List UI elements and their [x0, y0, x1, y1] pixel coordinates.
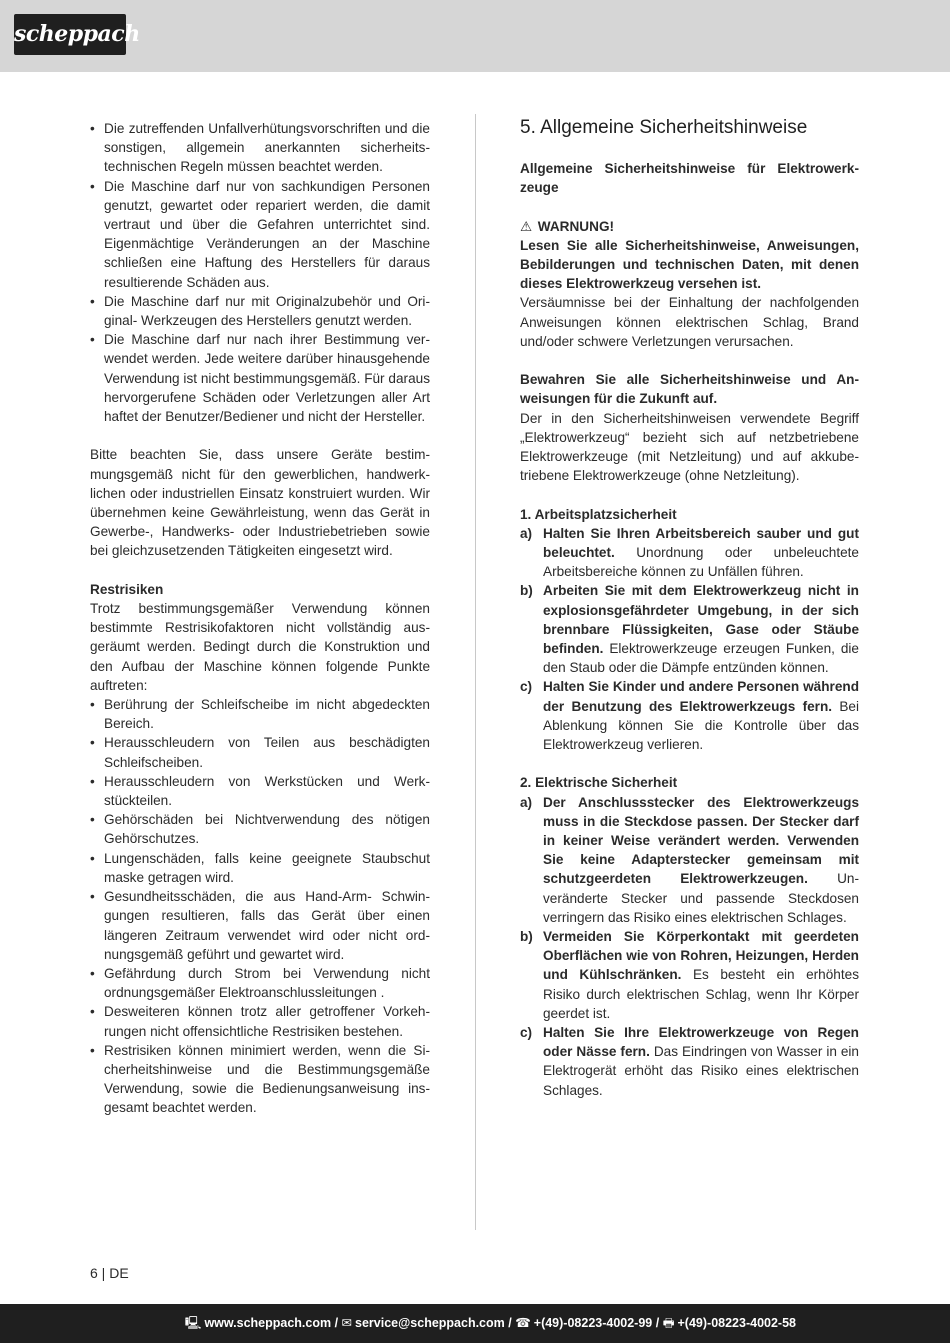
item-label: b) [520, 583, 533, 599]
item-text: Elektrowerkzeuge erzeugen Funken, die den Staub oder die Dämpfe entzünden können. [543, 641, 859, 676]
list-item: • Berührung der Schleifscheibe im nicht abgedeckten Bereich. [90, 695, 430, 733]
item-label: a) [520, 525, 533, 541]
list-item [520, 1023, 859, 1100]
section-title: 5. Allgemeine Sicherheitshinweise [520, 117, 808, 138]
item-bold-text: Halten Sie Ihre Elektrowerkzeuge von Regen oder Nässe fern. [543, 1025, 859, 1060]
list-item: • Desweiteren können trotz aller getroffener Vorkehrungen nicht offensichtliche Restrisiken bestehen. [90, 1002, 430, 1040]
list-item: • Herausschleudern von Werkstücken und Werkstückteilen. [90, 772, 430, 810]
list-item [520, 793, 859, 927]
warning-triangle-icon: ⚠ [520, 218, 533, 234]
brand-logo: scheppach [14, 14, 126, 55]
list-item: • Die Maschine darf nur mit Originalzubehör und Original- Werkzeugen des Herstellers genutzt werden. [90, 292, 430, 330]
item-text: Es besteht ein erhöhtes Risiko durch elektrischen Schlag, wenn Ihr Körper geerdet ist. [543, 967, 860, 1021]
list-item [520, 581, 859, 677]
item-bold-text: Vermeiden Sie Körperkontakt mit geerdeten Oberflächen wie von Rohren, Heizungen, Herden und Kühlschränken. [543, 929, 859, 983]
item-bold-text: Halten Sie Kinder und andere Personen während der Benutzung des Elektrowerkzeugs fern. [543, 679, 859, 714]
phone-number: +(49)-08223-4002-99 [533, 1316, 653, 1330]
fax-icon: 🖶 [662, 1316, 675, 1330]
keep-instructions-bold: Bewahren Sie alle Sicherheitshinweise und Anweisungen für die Zukunft auf. [520, 372, 859, 407]
electrical-safety-list [520, 793, 859, 1100]
page-number-value: 6 [90, 1265, 98, 1281]
item-bold-text: Der Anschlussstecker des Elektrowerkzeugs muss in die Steckdose passen. Der Stecker darf in keiner Weise verändert werden. Verwenden Sie keine Adapterstecker gemeinsam mit schutzgeerdeten Elektrowerkzeugen. [543, 794, 859, 887]
workplace-safety-list [520, 524, 859, 754]
list-item: • Lungenschäden, falls keine geeignete Staubschut maske getragen wird. [90, 849, 430, 887]
phone-icon: ☎ [515, 1316, 531, 1330]
restrisiken-heading: Restrisiken [90, 581, 164, 597]
list-item: • Die Maschine darf nur von sachkundigen Personen genutzt, gewartet oder repariert werden, die damit vertraut und über die Gefahren unterrichtet sind. Eigenmächtige Veränderungen an der Maschine schließen eine Haftung des Herstellers für daraus resultierende Schäden aus. [90, 177, 430, 292]
right-column [520, 119, 859, 1100]
page-number: 6 | DE [90, 1265, 129, 1281]
list-item [520, 927, 859, 1023]
restrisiken-list [90, 695, 430, 1117]
list-item [520, 677, 859, 754]
envelope-icon: ✉ [341, 1316, 352, 1330]
item-text: Unordnung oder unbeleuchtete Arbeitsbereiche können zu Unfällen führen. [543, 545, 859, 580]
monitor-icon: 🖳 [184, 1316, 202, 1330]
item-text: Bei Ablenkung können Sie die Kontrolle über das Elektrowerkzeug verlieren. [543, 698, 859, 753]
item-text: Unveränderte Stecker und passende Steckdosen verringern das Risiko eines elektrischen Schlages. [543, 871, 859, 925]
list-item: • Die zutreffenden Unfallverhütungsvorschriften und die sonstigen, allgemein anerkannten sicherheitstechnischen Regeln müssen beachtet werden. [90, 119, 430, 177]
item-bold-text: Halten Sie Ihren Arbeitsbereich sauber und gut beleuchtet. [543, 525, 859, 561]
item-text: Das Eindringen von Wasser in ein Elektrogerät erhöht das Risiko eines elektrischen Schlages. [543, 1044, 859, 1098]
item-bold-text: Arbeiten Sie mit dem Elektrowerkzeug nicht in explosionsgefährdeter Umgebung, in der sich brennbare Flüssigkeiten, Gase oder Stäube befinden. [543, 583, 859, 657]
list-item: • Restrisiken können minimiert werden, wenn die Sicherheitshinweise und die Bestimmungsgemäße Verwendung, sowie die Bedienungsanweisung insgesamt beachtet werden. [90, 1041, 430, 1118]
contact-bar: 🖳 www.scheppach.com / ✉ service@scheppach.com / ☎ +(49)-08223-4002-99 / 🖶 +(49)-08223-4002-58 [0, 1304, 950, 1343]
warning-label: WARNUNG! [537, 218, 615, 234]
item-label: b) [520, 929, 533, 945]
list-item [520, 524, 859, 582]
item-label: c) [520, 1025, 533, 1041]
section-subtitle: Allgemeine Sicherheitshinweise für Elektrowerkzeuge [520, 161, 859, 196]
keep-instructions-text: Der in den Sicherheitshinweisen verwendete Begriff „Elektrowerkzeug“ bezieht sich auf netzbetriebene Elektrowerkzeuge (mit Netzleitung) und auf akkubetriebene Elektrowerkzeuge (ohne Netzleitung). [520, 410, 859, 484]
fax-number: +(49)-08223-4002-58 [677, 1316, 796, 1330]
left-column [90, 119, 430, 1118]
email-link[interactable]: service@scheppach.com [355, 1316, 505, 1330]
list-item: • Herausschleudern von Teilen aus beschädigten Schleifscheiben. [90, 733, 430, 771]
intro-bullet-list [90, 119, 430, 426]
electrical-safety-heading: 2. Elektrische Sicherheit [520, 775, 678, 791]
warning-heading [520, 217, 859, 236]
column-divider [475, 114, 476, 1230]
usage-paragraph: Bitte beachten Sie, dass unsere Geräte bestimmungsgemäß nicht für den gewerblichen, handwerklichen oder industriellen Einsatz konstruiert wurden. Wir übernehmen keine Gewährleistung, wenn das Gerät in Gewerbe-, Handwerks- oder Industriebetrieben sowie bei gleichzusetzenden Tätigkeiten eingesetzt wird. [90, 447, 430, 559]
list-item: • Gefährdung durch Strom bei Verwendung nicht ordnungsgemäßer Elektroanschlussleitungen . [90, 964, 430, 1002]
language-code: DE [109, 1265, 129, 1281]
list-item: • Gehörschäden bei Nichtverwendung des nötigen Gehörschutzes. [90, 810, 430, 848]
list-item: • Die Maschine darf nur nach ihrer Bestimmung verwendet werden. Jede weitere darüber hinausgehende Verwendung ist nicht bestimmungsgemäß. Für daraus hervorgerufene Schäden oder Verletzungen aller Art haftet der Benutzer/Bediener und nicht der Hersteller. [90, 330, 430, 426]
item-label: c) [520, 679, 533, 695]
warning-bold-text: Lesen Sie alle Sicherheitshinweise, Anweisungen, Bebilderungen und technischen Daten, mit denen dieses Elektrowerkzeug versehen ist. [520, 237, 859, 292]
list-item: • Gesundheitsschäden, die aus Hand-Arm- Schwingungen resultieren, falls das Gerät über einen längeren Zeitraum verwendet wird oder nicht ordnungsgemäß geführt und gewartet wird. [90, 887, 430, 964]
warning-text: Versäumnisse bei der Einhaltung der nachfolgenden Anweisungen können elektrischen Schlag, Brand und/oder schwere Verletzungen verursachen. [520, 295, 859, 349]
header-bar [0, 0, 950, 72]
website-link[interactable]: www.scheppach.com [204, 1316, 332, 1330]
restrisiken-intro: Trotz bestimmungsgemäßer Verwendung können bestimmte Restrisikofaktoren nicht vollständig ausgeräumt werden. Bedingt durch die Konstruktion und den Aufbau der Maschine können folgende Punkte auftreten: [90, 601, 430, 693]
item-label: a) [520, 794, 533, 810]
workplace-safety-heading: 1. Arbeitsplatzsicherheit [520, 506, 677, 522]
